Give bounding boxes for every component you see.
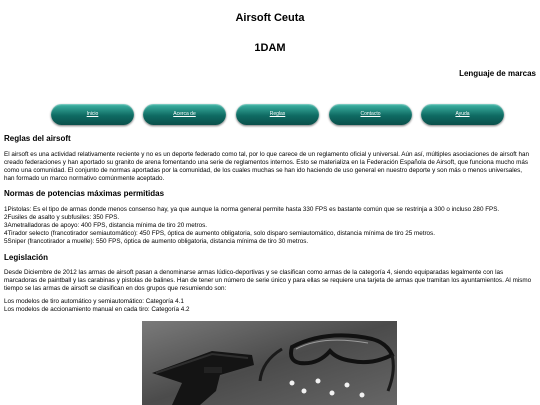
rules-paragraph: El airsoft es una actividad relativamente reciente y no es un deporte federado como tal, por lo que carece de un reglamento oficial y universal. Aún así, múltiples asociaciones de airsoft han creado federaciones y han aportado su granito de arena fomentando una serie de reglamentos internos. Esto se materializa en la Federación Española de Airsoft, que funciona mucho más como una comunidad. El conjunto de normas aportadas por la comunidad, de los cuales muchas se han ido haciendo de uso general en nuestro deporte y son más o menos universales, han formado un marco normativo comúnmente aceptado. xyxy=(4,151,530,182)
power-line-5: 5Sniper (francotirador a muelle): 550 FPS, óptica de aumento obligatoria, distancia mínima de tiro 30 metros. xyxy=(4,238,309,245)
nav-button-acerca-de[interactable]: Acerca de xyxy=(143,104,226,125)
power-heading: Normas de potencias máximas permitidas xyxy=(4,189,165,198)
power-line-2: 2Fusiles de asalto y subfusiles: 350 FPS. xyxy=(4,214,120,221)
nav-button-inicio[interactable]: Inicio xyxy=(51,104,134,125)
power-line-1: 1Pistolas: Es el tipo de armas donde menos consenso hay, ya que aunque la norma general permite hasta 330 FPS es bastante común que se restrinja a 300 o incluso 280 FPS. xyxy=(4,206,500,213)
course-title: 1DAM xyxy=(254,42,286,54)
subject-label: Lenguaje de marcas xyxy=(459,69,536,78)
pistol-and-goggles-image xyxy=(142,321,397,405)
power-line-3: 3Ametralladoras de apoyo: 400 FPS, distancia mínima de tiro 20 metros. xyxy=(4,222,208,229)
legislation-paragraph: Desde Diciembre de 2012 las armas de airsoft pasan a denominarse armas lúdico-deportivas y se clasifican como armas de la categoría 4, siendo equiparadas legalmente con las marcadoras de paintball y las carabinas y pistolas de balines. Han de tener un número de serie único y para ellas se requiere una tarjeta de armas que tramitan los ayuntamientos. Al mismo tiempo se las armas de airsoft se clasifican en dos grupos que resumiendo son: xyxy=(4,269,532,292)
site-title: Airsoft Ceuta xyxy=(235,12,305,24)
nav-button-reglas[interactable]: Reglas xyxy=(236,104,319,125)
legislation-heading: Legislación xyxy=(4,253,49,262)
nav-button-contacto[interactable]: Contacto xyxy=(329,104,412,125)
power-line-4: 4Tirador selecto (francotirador semiautomático): 450 FPS, óptica de aumento obligatoria, solo disparo semiautomático, distancia mínima de tiro 25 metros. xyxy=(4,230,435,237)
rules-heading: Reglas del airsoft xyxy=(4,134,71,143)
airsoft-gear-photo xyxy=(142,321,397,405)
main-nav xyxy=(0,104,540,126)
category-4-1-line: Los modelos de tiro automático y semiautomático: Categoría 4.1 xyxy=(4,298,184,305)
nav-button-ayuda[interactable]: Ayuda xyxy=(421,104,504,125)
category-4-2-line: Los modelos de accionamiento manual en cada tiro: Categoría 4.2 xyxy=(4,306,190,313)
